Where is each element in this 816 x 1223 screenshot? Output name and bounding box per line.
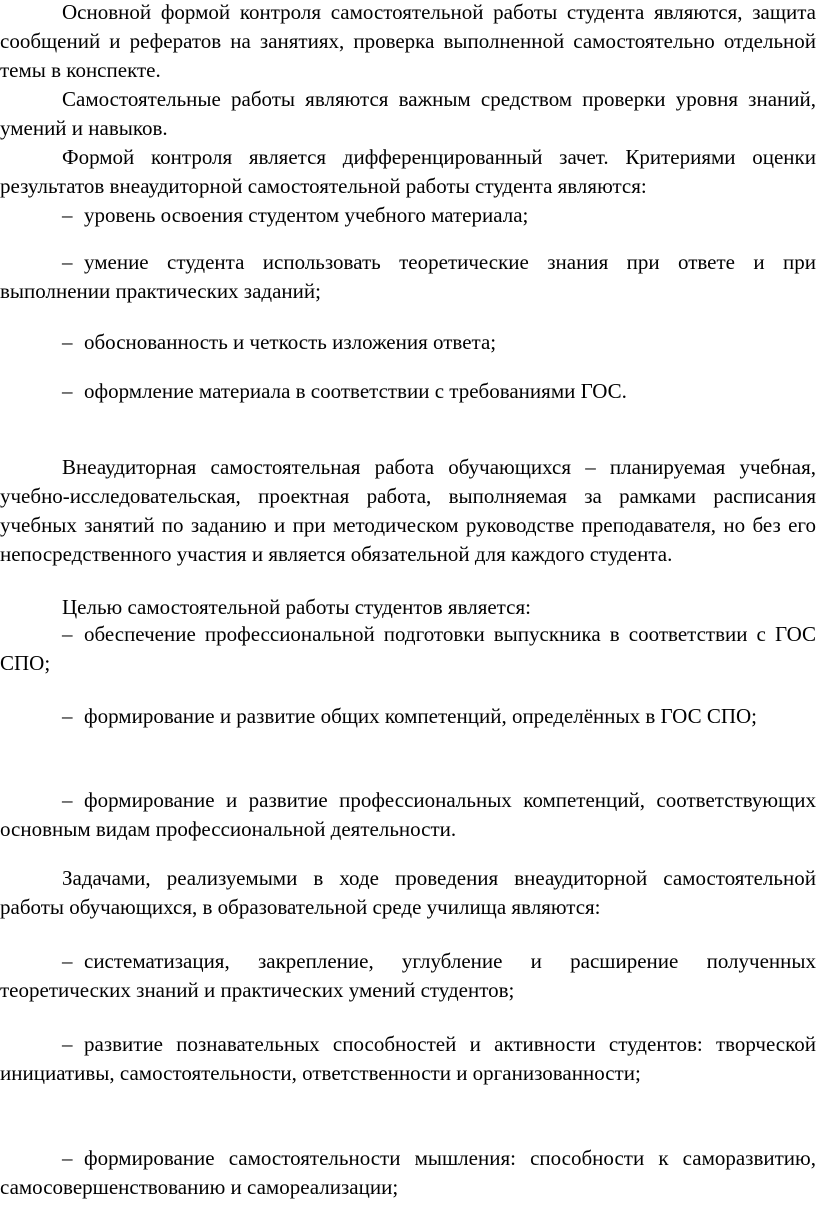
list-item-text: оформление материала в соответствии с требованиями ГОС.	[84, 379, 627, 403]
dash-marker: –	[62, 1032, 73, 1056]
list-item-criterion	[0, 201, 816, 230]
list-item-goal	[0, 702, 816, 731]
list-item-text: умение студента использовать теоретические знания при ответе и при выполнении практических заданий;	[0, 250, 816, 303]
paragraph-tasks-intro: Задачами, реализуемыми в ходе проведения внеаудиторной самостоятельной работы обучающихся, в образовательной среде училища являются:	[0, 866, 816, 919]
list-item-text: обеспечение профессиональной подготовки выпускника в соответствии с ГОС СПО;	[0, 622, 816, 675]
list-item-text: обоснованность и четкость изложения ответа;	[84, 330, 497, 354]
list-item-criterion	[0, 328, 816, 357]
dash-marker: –	[62, 788, 73, 812]
list-item-text: систематизация, закрепление, углубление и расширение полученных теоретических знаний и практических умений студентов;	[0, 949, 816, 1002]
dash-marker: –	[62, 203, 73, 227]
list-item-text: уровень освоения студентом учебного материала;	[84, 203, 529, 227]
dash-marker: –	[62, 1146, 73, 1170]
paragraph-goal-intro: Целью самостоятельной работы студентов является:	[62, 595, 531, 619]
list-item-text: формирование самостоятельности мышления: способности к саморазвитию, самосовершенствованию и самореализации;	[0, 1146, 816, 1199]
paragraph-independent-works: Самостоятельные работы являются важным средством проверки уровня знаний, умений и навыков.	[0, 87, 816, 140]
list-item-goal	[0, 786, 816, 844]
dash-marker: –	[62, 949, 73, 973]
dash-marker: –	[62, 330, 73, 354]
dash-marker: –	[62, 622, 73, 646]
paragraph-extracurricular-work: Внеаудиторная самостоятельная работа обучающихся – планируемая учебная, учебно-исследовательская, проектная работа, выполняемая за рамками расписания учебных занятий по заданию и при методическом руководстве преподавателя, но без его непосредственного участия и является обязательной для каждого студента.	[0, 455, 816, 566]
list-item-criterion	[0, 248, 816, 306]
dash-marker: –	[62, 379, 73, 403]
list-item-goal	[0, 620, 816, 678]
list-item-task	[0, 1030, 816, 1088]
dash-marker: –	[62, 704, 73, 728]
list-item-text: формирование и развитие профессиональных компетенций, соответствующих основным видам профессиональной деятельности.	[0, 788, 816, 841]
list-item-task	[0, 947, 816, 1005]
list-item-criterion	[0, 377, 816, 406]
list-item-text: формирование и развитие общих компетенций, определённых в ГОС СПО;	[84, 704, 758, 728]
paragraph-control-forms: Основной формой контроля самостоятельной работы студента являются, защита сообщений и рефератов на занятиях, проверка выполненной самостоятельно отдельной темы в конспекте.	[0, 0, 816, 82]
dash-marker: –	[62, 250, 73, 274]
list-item-task	[0, 1144, 816, 1202]
paragraph-assessment-criteria: Формой контроля является дифференцированный зачет. Критериями оценки результатов внеаудиторной самостоятельной работы студента являются:	[0, 145, 816, 198]
list-item-text: развитие познавательных способностей и активности студентов: творческой инициативы, самостоятельности, ответственности и организованности;	[0, 1032, 816, 1085]
